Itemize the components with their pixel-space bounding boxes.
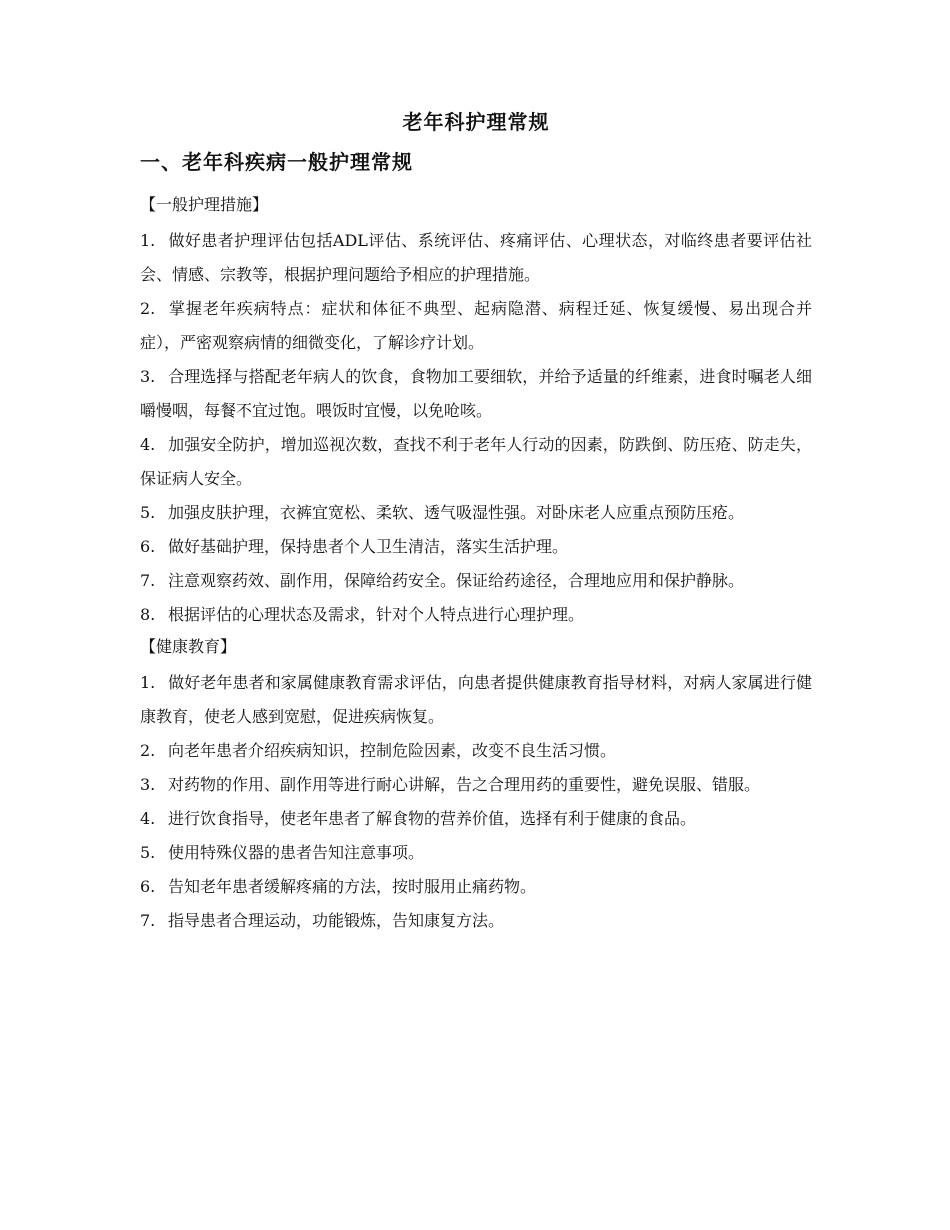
health-education-list: [140, 666, 812, 938]
item-number: 5.: [140, 843, 156, 862]
item-text: 指导患者合理运动，功能锻炼，告知康复方法。: [168, 911, 505, 930]
item-text: 根据评估的心理状态及需求，针对个人特点进行心理护理。: [168, 605, 585, 624]
list-item: [140, 734, 812, 768]
list-item: [140, 836, 812, 870]
item-text: 做好老年患者和家属健康教育需求评估，向患者提供健康教育指导材料，对病人家属进行健康教育，使老人感到宽慰，促进疾病恢复。: [140, 673, 812, 726]
item-text: 进行饮食指导，使老年患者了解食物的营养价值，选择有利于健康的食品。: [168, 809, 697, 828]
list-item: [140, 666, 812, 734]
list-item: [140, 904, 812, 938]
item-text: 告知老年患者缓解疼痛的方法，按时服用止痛药物。: [168, 877, 537, 896]
list-item: [140, 598, 812, 632]
general-nursing-list: [140, 224, 812, 632]
item-text: 加强皮肤护理，衣裤宜宽松、柔软、透气吸湿性强。对卧床老人应重点预防压疮。: [168, 503, 745, 522]
list-item: [140, 768, 812, 802]
list-item: [140, 530, 812, 564]
item-text: 加强安全防护，增加巡视次数，查找不利于老年人行动的因素，防跌倒、防压疮、防走失，保证病人安全。: [140, 435, 812, 488]
list-item: [140, 870, 812, 904]
item-number: 3.: [140, 775, 156, 794]
item-number: 1.: [140, 231, 156, 250]
list-item: [140, 428, 812, 496]
document-page: [140, 108, 812, 938]
list-item: [140, 224, 812, 292]
item-number: 7.: [140, 571, 156, 590]
document-title: 老年科护理常规: [402, 110, 550, 134]
item-text: 使用特殊仪器的患者告知注意事项。: [168, 843, 425, 862]
item-number: 6.: [140, 877, 156, 896]
health-education-heading: 【健康教育】: [140, 637, 237, 656]
item-text: 向老年患者介绍疾病知识，控制危险因素，改变不良生活习惯。: [168, 741, 617, 760]
item-number: 4.: [140, 809, 156, 828]
list-item: [140, 360, 812, 428]
item-number: 2.: [140, 741, 156, 760]
list-item: [140, 496, 812, 530]
list-item: [140, 292, 812, 360]
item-number: 3.: [140, 367, 156, 386]
item-text: 掌握老年疾病特点：症状和体征不典型、起病隐潜、病程迁延、恢复缓慢、易出现合并症），严密观察病情的细微变化，了解诊疗计划。: [140, 299, 812, 352]
item-number: 6.: [140, 537, 156, 556]
item-text: 对药物的作用、副作用等进行耐心讲解，告之合理用药的重要性，避免误服、错服。: [168, 775, 761, 794]
item-number: 8.: [140, 605, 156, 624]
item-number: 4.: [140, 435, 156, 454]
item-number: 1.: [140, 673, 156, 692]
item-text: 注意观察药效、副作用，保障给药安全。保证给药途径，合理地应用和保护静脉。: [168, 571, 745, 590]
general-nursing-heading: 【一般护理措施】: [140, 195, 269, 214]
item-number: 5.: [140, 503, 156, 522]
list-item: [140, 802, 812, 836]
item-text: 合理选择与搭配老年病人的饮食，食物加工要细软，并给予适量的纤维素，进食时嘱老人细嚼慢咽，每餐不宜过饱。喂饭时宜慢，以免呛咳。: [140, 367, 812, 420]
list-item: [140, 564, 812, 598]
item-text: 做好基础护理，保持患者个人卫生清洁，落实生活护理。: [168, 537, 569, 556]
item-text: 做好患者护理评估包括ADL评估、系统评估、疼痛评估、心理状态，对临终患者要评估社会、情感、宗教等，根据护理问题给予相应的护理措施。: [140, 231, 812, 284]
item-number: 7.: [140, 911, 156, 930]
section-heading: 一、老年科疾病一般护理常规: [140, 150, 413, 174]
item-number: 2.: [140, 299, 156, 318]
